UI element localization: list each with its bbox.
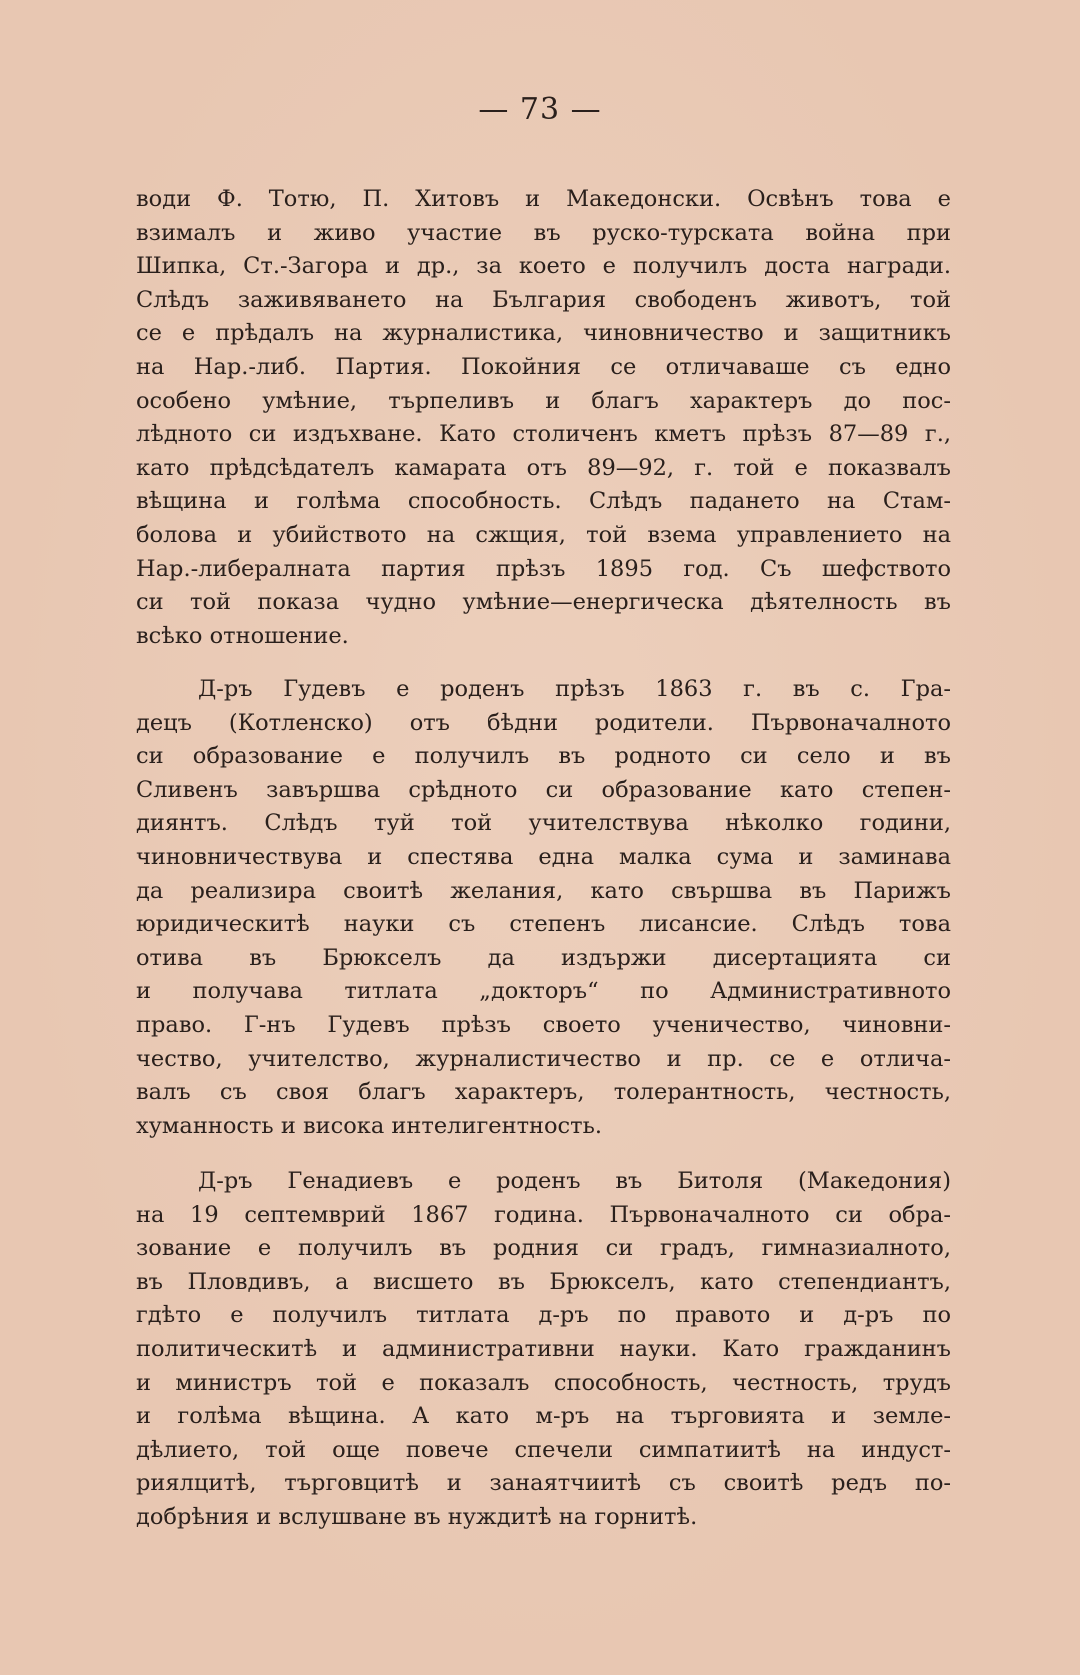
text-line: като прѣдсѣдателъ камарата отъ 89—92, г. той е показвалъ <box>136 454 951 481</box>
text-line: Д-ръ Генадиевъ е роденъ въ Битоля (Македония) <box>198 1168 951 1194</box>
text-line: и голѣма вѣщина. А като м-ръ на търговията и земле- <box>136 1403 951 1430</box>
text-line: Шипка, Ст.-Загора и др., за което е получилъ доста награди. <box>136 253 951 280</box>
paragraph-1 <box>136 183 951 653</box>
text-line: Слѣдъ заживяването на България свободенъ животъ, той <box>136 286 951 313</box>
text-line: чиновничествува и спестява една малка сума и заминава <box>136 843 951 870</box>
text-line: право. Г-нъ Гудевъ прѣзъ своето ученичество, чиновни- <box>136 1011 951 1038</box>
text-line: си той показа чудно умѣние—енергическа дѣятелность въ <box>136 589 951 616</box>
text-line: въ Пловдивъ, а висшето въ Брюкселъ, като степендиантъ, <box>136 1268 951 1295</box>
text-line: отива въ Брюкселъ да издържи дисертацията си <box>136 944 951 971</box>
text-line: диянтъ. Слѣдъ туй той учителствува нѣколко години, <box>136 810 951 837</box>
text-line: се е прѣдалъ на журналистика, чиновничество и защитникъ <box>136 320 951 347</box>
paragraph-3 <box>136 1165 951 1535</box>
text-line: води Ф. Тотю, П. Хитовъ и Македонски. Освѣнъ това е <box>136 186 951 212</box>
text-line: риялцитѣ, търговцитѣ и занаятчиитѣ съ своитѣ редъ по- <box>136 1470 951 1497</box>
text-line: си образование е получилъ въ родното си село и въ <box>136 743 951 770</box>
text-line: да реализира своитѣ желания, като свършва въ Парижъ <box>136 877 951 904</box>
text-line: децъ (Котленско) отъ бѣдни родители. Първоначалното <box>136 709 951 736</box>
text-line: особено умѣние, търпеливъ и благъ характеръ до пос- <box>136 387 951 414</box>
text-line: Нар.-либералната партия прѣзъ 1895 год. Съ шефството <box>136 555 951 582</box>
text-line: валъ съ своя благъ характеръ, толерантность, честность, <box>136 1079 951 1106</box>
text-line: добрѣния и вслушване въ нуждитѣ на горнитѣ. <box>136 1503 698 1530</box>
text-line: на 19 септемврий 1867 година. Първоначалното си обра- <box>136 1201 951 1228</box>
text-line: политическитѣ и административни науки. Като гражданинъ <box>136 1335 951 1362</box>
text-line: всѣко отношение. <box>136 622 349 649</box>
text-line: и получава титлата „докторъ“ по Административното <box>136 978 951 1005</box>
text-line: дѣлието, той още повече спечели симпатиитѣ на индуст- <box>136 1436 951 1463</box>
paragraph-2 <box>136 673 951 1143</box>
text-line: болова и убийството на сжщия, той взема управлението на <box>136 521 951 548</box>
text-line: и министръ той е показалъ способность, честность, трудъ <box>136 1369 951 1396</box>
page-number: — 73 — <box>478 92 602 127</box>
text-line: хуманность и висока интелигентность. <box>136 1112 603 1139</box>
text-line: гдѣто е получилъ титлата д-ръ по правото и д-ръ по <box>136 1302 951 1329</box>
text-line: зование е получилъ въ родния си градъ, гимназиалното, <box>136 1235 951 1262</box>
text-line: Д-ръ Гудевъ е роденъ прѣзъ 1863 г. въ с. Гра- <box>198 676 951 702</box>
text-line: лѣдното си издъхване. Като столиченъ кметъ прѣзъ 87—89 г., <box>136 421 951 448</box>
text-line: чество, учителство, журналистичество и пр. се е отлича- <box>136 1045 951 1072</box>
text-line: взималъ и живо участие въ руско-турската война при <box>136 219 951 246</box>
text-line: вѣщина и голѣма способность. Слѣдъ падането на Стам- <box>136 488 951 515</box>
text-line: на Нар.-либ. Партия. Покойния се отличаваше съ едно <box>136 353 951 380</box>
text-line: Сливенъ завършва срѣдното си образование като степен- <box>136 776 951 803</box>
text-line: юридическитѣ науки съ степенъ лисансие. Слѣдъ това <box>136 911 951 938</box>
